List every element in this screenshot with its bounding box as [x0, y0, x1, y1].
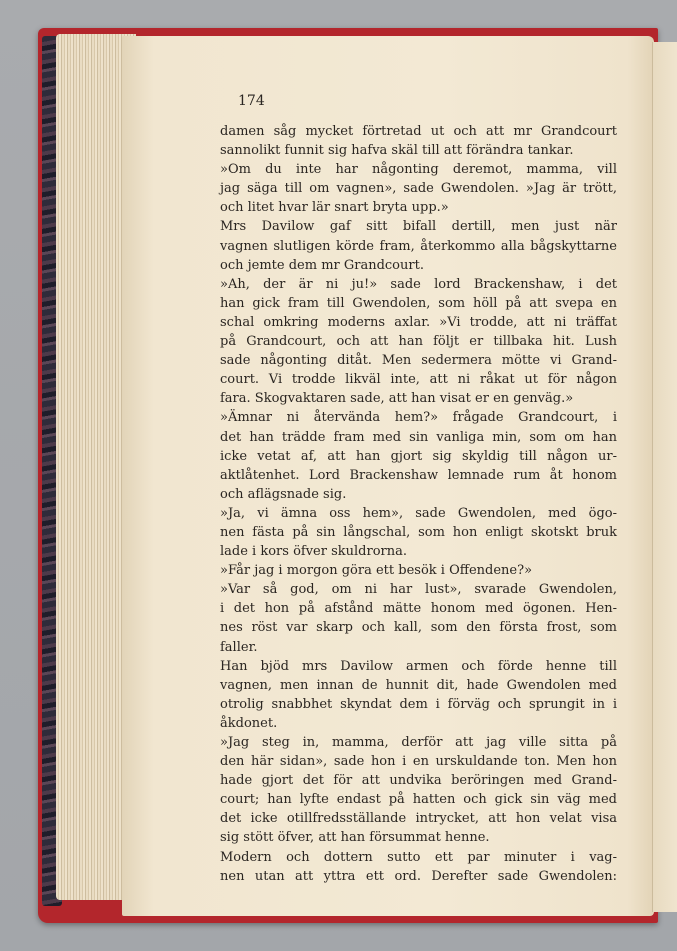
- text-line: »Får jag i morgon göra ett besök i Offendene?»: [220, 563, 533, 579]
- text-line: »Var så god, om ni har lust», svarade Gwendolen,: [220, 582, 617, 598]
- text-line: damen såg mycket förtretad ut och att mr Grandcourt: [220, 124, 617, 139]
- text-line: vagnen, men innan de hunnit dit, hade Gwendolen med: [220, 677, 617, 693]
- text-line: Modern och dottern sutto ett par minuter i vag-: [220, 849, 617, 865]
- text-line: court; han lyfte endast på hatten och gick sin väg med: [220, 792, 617, 808]
- text-line: »Jag steg in, mamma, derför att jag ville sitta på: [220, 735, 617, 750]
- text-line: det icke otillfredsställande intrycket, att hon velat visa: [220, 811, 617, 827]
- text-line: nen utan att yttra ett ord. Derefter sade Gwendolen:: [220, 868, 617, 884]
- text-line: vagnen slutligen körde fram, återkommo alla bågskyttarne: [220, 238, 617, 254]
- text-line: faller.: [220, 639, 258, 655]
- text-line: hade gjort det för att undvika beröringen med Grand-: [220, 773, 617, 789]
- text-line: schal omkring moderns axlar. »Vi trodde, att ni träffat: [220, 314, 617, 330]
- text-line: icke vetat af, att han gjort sig skyldig till någon ur-: [220, 448, 617, 464]
- text-line: och aflägsnade sig.: [220, 486, 347, 502]
- page-number: 174: [238, 93, 265, 109]
- text-line: nen fästa på sin långschal, som hon enligt skotskt bruk: [220, 524, 617, 540]
- text-line: och jemte dem mr Grandcourt.: [220, 257, 424, 273]
- text-line: det han trädde fram med sin vanliga min, som om han: [220, 429, 617, 445]
- text-line: »Ja, vi ämna oss hem», sade Gwendolen, med ögo-: [220, 505, 617, 521]
- text-line: den här sidan», sade hon i en urskuldande ton. Men hon: [220, 754, 617, 770]
- text-line: sade någonting ditåt. Men sedermera mötte vi Grand-: [220, 353, 617, 369]
- text-line: sannolikt funnit sig hafva skäl till att förändra tankar.: [220, 143, 574, 159]
- body-text: [220, 122, 617, 886]
- text-line: på Grandcourt, och att han följt er tillbaka hit. Lush: [220, 334, 617, 350]
- text-line: sig stött öfver, att han försummat henne.: [220, 830, 490, 846]
- text-line: court. Vi trodde likväl inte, att ni råkat ut för någon: [220, 372, 617, 388]
- text-line: »Om du inte har någonting deremot, mamma, vill: [220, 162, 617, 178]
- text-line: fara. Skogvaktaren sade, att han visat er en genväg.»: [220, 391, 574, 407]
- text-line: »Ämnar ni återvända hem?» frågade Grandcourt, i: [220, 410, 617, 426]
- text-line: Mrs Davilow gaf sitt bifall dertill, men just när: [220, 219, 617, 235]
- text-line: lade i kors öfver skuldrorna.: [220, 544, 408, 560]
- text-line: jag säga till om vagnen», sade Gwendolen. »Jag är trött,: [220, 181, 617, 197]
- text-line: och litet hvar lär snart bryta upp.»: [220, 200, 449, 216]
- text-line: aktlåtenhet. Lord Brackenshaw lemnade rum åt honom: [220, 467, 617, 483]
- text-line: »Ah, der är ni ju!» sade lord Brackenshaw, i det: [220, 276, 617, 292]
- text-line: åkdonet.: [220, 715, 278, 731]
- text-line: Han bjöd mrs Davilow armen och förde henne till: [220, 658, 617, 674]
- text-line: otrolig snabbhet skyndat dem i förväg och sprungit in i: [220, 696, 617, 712]
- text-line: i det hon på afstånd mätte honom med ögonen. Hen-: [220, 601, 617, 617]
- text-line: nes röst var skarp och kall, som den första frost, som: [220, 620, 617, 636]
- facing-page-edge: [652, 42, 677, 912]
- text-line: han gick fram till Gwendolen, som höll på att svepa en: [220, 295, 617, 311]
